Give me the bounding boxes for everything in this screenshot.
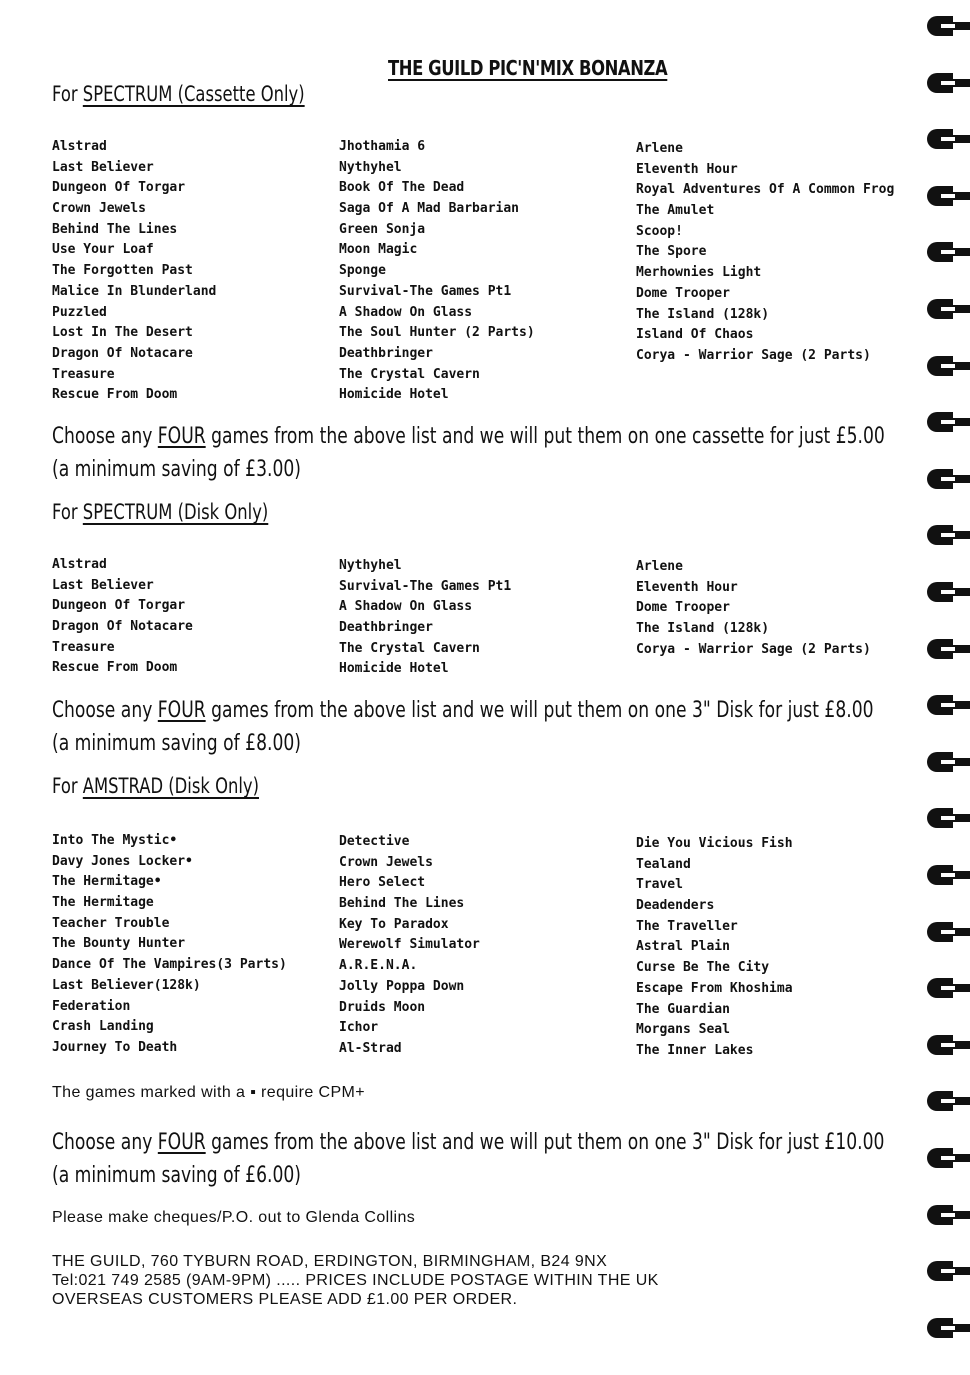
game-title: Ichor bbox=[339, 1020, 379, 1036]
game-column bbox=[636, 139, 894, 367]
game-title: Dome Trooper bbox=[636, 600, 730, 616]
game-title: Behind The Lines bbox=[52, 221, 178, 237]
game-title: Travel bbox=[636, 877, 683, 893]
game-title: Treasure bbox=[52, 639, 115, 655]
game-title: Island Of Chaos bbox=[636, 327, 754, 343]
section-heading-amstrad-disk bbox=[52, 774, 259, 798]
heading-platform: SPECTRUM (Disk Only) bbox=[82, 500, 269, 524]
game-title: Malice In Blunderland bbox=[52, 283, 217, 299]
cpm-note: The games marked with a ▪ require CPM+ bbox=[52, 1084, 365, 1101]
spiral-ring-icon bbox=[925, 240, 970, 264]
game-title: The Hermitage bbox=[52, 895, 154, 911]
offer-text: games from the above list and we will put them on one 3" Disk for just £8.00 (a minimum saving of £8.00) bbox=[52, 698, 874, 756]
game-title: Key To Paradox bbox=[339, 916, 449, 932]
cheques-note: Please make cheques/P.O. out to Glenda Collins bbox=[52, 1209, 416, 1226]
game-title: Journey To Death bbox=[52, 1039, 178, 1055]
game-title: Corya - Warrior Sage (2 Parts) bbox=[636, 347, 871, 363]
spiral-ring-icon bbox=[925, 354, 970, 378]
offer-four: FOUR bbox=[157, 424, 206, 449]
spiral-ring-icon bbox=[925, 806, 970, 830]
spiral-ring-icon bbox=[925, 1146, 970, 1170]
page-title: THE GUILD PIC'N'MIX BONANZA bbox=[388, 56, 668, 80]
game-title: Rescue From Doom bbox=[52, 660, 178, 676]
game-title: Treasure bbox=[52, 366, 115, 382]
game-title: The Spore bbox=[636, 244, 707, 260]
game-title: Teacher Trouble bbox=[52, 915, 170, 931]
game-title: The Forgotten Past bbox=[52, 263, 193, 279]
game-title: Federation bbox=[52, 998, 131, 1014]
game-title: Survival-The Games Pt1 bbox=[339, 578, 512, 594]
game-title: Deadenders bbox=[636, 898, 715, 914]
spiral-ring-icon bbox=[925, 184, 970, 208]
game-title: Sponge bbox=[339, 263, 386, 279]
game-title: The Hermitage• bbox=[52, 874, 162, 890]
game-title: Crown Jewels bbox=[52, 201, 146, 217]
game-title: Behind The Lines bbox=[339, 896, 465, 912]
game-title: The Inner Lakes bbox=[636, 1042, 754, 1058]
game-title: Al-Strad bbox=[339, 1040, 402, 1056]
heading-prefix: For bbox=[52, 500, 83, 524]
game-title: Use Your Loaf bbox=[52, 242, 154, 258]
game-title: Arlene bbox=[636, 141, 683, 156]
game-title: Hero Select bbox=[339, 875, 426, 891]
game-title: Alstrad bbox=[52, 139, 107, 154]
game-title: A Shadow On Glass bbox=[339, 304, 473, 320]
address-line: Tel:021 749 2585 (9AM-9PM) ..... PRICES INCLUDE POSTAGE WITHIN THE UK bbox=[52, 1272, 659, 1289]
game-title: A Shadow On Glass bbox=[339, 599, 473, 615]
game-title: Green Sonja bbox=[339, 221, 426, 237]
game-title: Die You Vicious Fish bbox=[636, 836, 793, 851]
game-title: Merhownies Light bbox=[636, 265, 762, 281]
game-column bbox=[52, 831, 287, 1059]
spiral-ring-icon bbox=[925, 71, 970, 95]
game-title: Dome Trooper bbox=[636, 285, 730, 301]
game-title: Corya - Warrior Sage (2 Parts) bbox=[636, 641, 871, 657]
game-title: Alstrad bbox=[52, 557, 107, 572]
section-heading-spectrum-disk bbox=[52, 500, 268, 524]
game-title: The Amulet bbox=[636, 203, 715, 219]
game-title: Last Believer bbox=[52, 159, 154, 175]
game-title: The Guardian bbox=[636, 1001, 730, 1017]
heading-prefix: For bbox=[52, 82, 83, 106]
game-title: Dungeon Of Torgar bbox=[52, 598, 186, 614]
game-title: Dragon Of Notacare bbox=[52, 619, 193, 635]
game-column bbox=[636, 834, 793, 1062]
game-title: Detective bbox=[339, 834, 410, 849]
spiral-ring-icon bbox=[925, 410, 970, 434]
game-column bbox=[52, 555, 193, 679]
spiral-ring-icon bbox=[925, 920, 970, 944]
offer-four: FOUR bbox=[157, 698, 206, 723]
game-title: Davy Jones Locker• bbox=[52, 853, 193, 869]
game-title: Escape From Khoshima bbox=[636, 980, 793, 996]
game-title: Curse Be The City bbox=[636, 960, 770, 976]
spiral-ring-icon bbox=[925, 14, 970, 38]
game-title: Moon Magic bbox=[339, 242, 418, 258]
game-title: The Bounty Hunter bbox=[52, 936, 186, 952]
game-column bbox=[339, 556, 511, 680]
game-title: Last Believer bbox=[52, 577, 154, 593]
game-column bbox=[339, 137, 535, 406]
game-title: Saga Of A Mad Barbarian bbox=[339, 201, 520, 217]
game-title: Arlene bbox=[636, 559, 683, 574]
game-title: Into The Mystic• bbox=[52, 833, 178, 848]
spiral-ring-icon bbox=[925, 637, 970, 661]
heading-platform: SPECTRUM (Cassette Only) bbox=[82, 82, 305, 106]
game-title: Crown Jewels bbox=[339, 854, 433, 870]
offer-spectrum-disk bbox=[52, 694, 894, 760]
spiral-ring-icon bbox=[925, 1259, 970, 1283]
game-title: Jolly Poppa Down bbox=[339, 978, 465, 994]
game-title: Rescue From Doom bbox=[52, 387, 178, 403]
game-column bbox=[52, 137, 216, 406]
address-line: THE GUILD, 760 TYBURN ROAD, ERDINGTON, BIRMINGHAM, B24 9NX bbox=[52, 1253, 608, 1270]
spiral-ring-icon bbox=[925, 693, 970, 717]
game-title: Dance Of The Vampires(3 Parts) bbox=[52, 957, 287, 973]
offer-text: games from the above list and we will put them on one cassette for just £5.00 (a minimum saving of £3.00) bbox=[52, 424, 885, 482]
spiral-ring-icon bbox=[925, 467, 970, 491]
spiral-ring-icon bbox=[925, 1089, 970, 1113]
game-title: Book Of The Dead bbox=[339, 180, 465, 196]
game-title: Jhothamia 6 bbox=[339, 139, 426, 154]
spiral-ring-icon bbox=[925, 750, 970, 774]
offer-text: Choose any bbox=[52, 424, 158, 449]
spiral-ring-icon bbox=[925, 1203, 970, 1227]
game-title: Nythyhel bbox=[339, 159, 402, 175]
game-title: Eleventh Hour bbox=[636, 579, 738, 595]
address-block bbox=[52, 1252, 659, 1309]
offer-text: Choose any bbox=[52, 1130, 158, 1155]
game-title: Homicide Hotel bbox=[339, 661, 449, 677]
spiral-ring-icon bbox=[925, 1316, 970, 1340]
address-line: OVERSEAS CUSTOMERS PLEASE ADD £1.00 PER ORDER. bbox=[52, 1291, 518, 1308]
game-title: Deathbringer bbox=[339, 620, 433, 636]
game-title: Royal Adventures Of A Common Frog bbox=[636, 182, 895, 198]
game-title: The Crystal Cavern bbox=[339, 366, 480, 382]
game-title: The Crystal Cavern bbox=[339, 640, 480, 656]
game-title: The Soul Hunter (2 Parts) bbox=[339, 325, 535, 341]
game-title: A.R.E.N.A. bbox=[339, 958, 418, 974]
game-title: The Island (128k) bbox=[636, 306, 770, 322]
game-title: Eleventh Hour bbox=[636, 161, 738, 177]
game-title: Homicide Hotel bbox=[339, 387, 449, 403]
spiral-ring-icon bbox=[925, 580, 970, 604]
spiral-ring-icon bbox=[925, 976, 970, 1000]
section-heading-spectrum-cassette bbox=[52, 82, 305, 106]
spiral-ring-icon bbox=[925, 523, 970, 547]
spiral-ring-icon bbox=[925, 863, 970, 887]
game-title: Morgans Seal bbox=[636, 1022, 730, 1038]
game-title: Druids Moon bbox=[339, 999, 426, 1015]
spiral-ring-icon bbox=[925, 127, 970, 151]
offer-four: FOUR bbox=[157, 1130, 206, 1155]
game-title: Crash Landing bbox=[52, 1019, 154, 1035]
game-title: Dungeon Of Torgar bbox=[52, 180, 186, 196]
game-title: Nythyhel bbox=[339, 558, 402, 573]
game-title: Lost In The Desert bbox=[52, 325, 193, 341]
game-column bbox=[339, 832, 480, 1060]
offer-text: Choose any bbox=[52, 698, 158, 723]
heading-platform: AMSTRAD (Disk Only) bbox=[82, 774, 259, 798]
game-title: Deathbringer bbox=[339, 345, 433, 361]
offer-text: games from the above list and we will put them on one 3" Disk for just £10.00 (a minimum saving of £6.00) bbox=[52, 1130, 885, 1188]
game-column bbox=[636, 557, 871, 660]
game-title: The Traveller bbox=[636, 918, 738, 934]
game-title: The Island (128k) bbox=[636, 621, 770, 637]
spiral-ring-icon bbox=[925, 297, 970, 321]
game-title: Astral Plain bbox=[636, 939, 730, 955]
offer-amstrad-disk bbox=[52, 1126, 894, 1192]
game-title: Puzzled bbox=[52, 304, 107, 320]
game-title: Scoop! bbox=[636, 223, 683, 239]
game-title: Survival-The Games Pt1 bbox=[339, 283, 512, 299]
game-title: Last Believer(128k) bbox=[52, 977, 201, 993]
game-title: Tealand bbox=[636, 856, 691, 872]
game-title: Werewolf Simulator bbox=[339, 937, 480, 953]
game-title: Dragon Of Notacare bbox=[52, 345, 193, 361]
heading-prefix: For bbox=[52, 774, 83, 798]
spiral-ring-icon bbox=[925, 1033, 970, 1057]
offer-spectrum-cassette bbox=[52, 420, 894, 486]
